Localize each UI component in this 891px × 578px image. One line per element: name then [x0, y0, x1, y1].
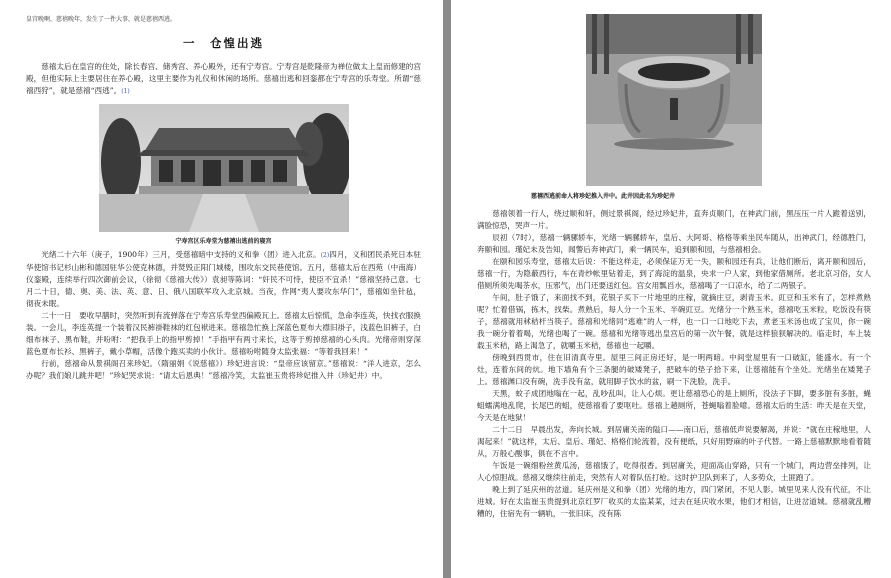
- paragraph: 慈禧太后在皇宫的住处，除长春宫、储秀宫、养心殿外，还有宁寿宫。宁寿宫是乾隆帝为禅位做太上皇而修建的宫殿，但他实际上主要居住在养心殿，这里主要作为礼仪和休闲的场所。慈禧出逃和回銮都在宁寿宫的乐寿堂。所谓“慈禧西狩”，就是慈禧“西逃”。(1): [26, 62, 421, 95]
- paragraph: 在颐和园乐寿堂，慈禧太后说：不能这样走，必须保证万无一失，颐和园还有兵，让他们断后，离开颐和园后，慈禧一行，为隐蔽西行，车在青纱帐里钻着走，到了海淀的温泉，央求一户人家，到他家借厕所。老北京习俗，女人借厕所须先喝茶水，压邪气，出门还要送红包。宫女用瓢舀水，慈禧喝了一口凉水，给了二两银子。: [477, 257, 871, 290]
- left-page: [0, 0, 443, 578]
- paragraph: 二十二日 早晨出发，奔向长城。到居庸关南的隘口——南口后，慈禧低声说要解渴，并说：“就在庄稼地里，人渴起来！”就这样，太后、皇后、瑾妃、格格们轮流着，没有便纸，只好用野麻的叶子代替。一路上慈禧默默地看着随从，万般心酸事，俱在不言中。: [477, 425, 871, 458]
- well-photo-figure: [477, 14, 871, 186]
- figure-caption: 宁寿宫区乐寿堂为慈禧出逃前的寝宫: [175, 238, 272, 245]
- palace-photo: [99, 104, 349, 232]
- chapter-title: 一 仓惶出逃: [183, 36, 264, 50]
- paragraph: 傍晚到西贯市，住在旧清真寺里。屋里三间正房还好，是一明两暗。中间堂屋里有一口破缸，能盛水。有一个灶，连着东间的炕。地下墙角有个三条腿的破矮凳子，把破车的垫子拾下来，让慈禧能有个坐处。光绪坐在矮凳子上。慈禧渊口没有碗，洗手没有盆，就用脚子饮水的盆，刷一下洗脸，洗手。: [477, 353, 871, 386]
- page-header: 皇宫晚啊，慈禧晚年，发生了一件大事，就是慈禧西逃。: [26, 16, 177, 23]
- paragraph: 天黑，蚊子成团地嗡在一起，乱吵乱叫，让人心烦。更让慈禧恐心的是上厕所，没法子下脚，要多脏有多脏，蝇蛆蠕满地乱爬，长尾巴的蛆，使慈禧看了要呕吐。慈禧上趟厕所，苍蝇嗡着脸噫。慈禧太后的生活：昨天是在天堂，今天是在地狱！: [477, 389, 871, 422]
- paragraph: 晚上到了延庆州的岔道。延庆州是义和拳（团）光绪的地方，四门紧闭，不见人影。城里见来人没有代征，不让进城。好在太监崔玉贵提到北京红罗厂收买的太监某某，过去在延庆收水果，他们才相信，让进岔道城。慈禧就乱糟糟的，住宿先有一辆轨，一张旧床，没有陈: [477, 485, 871, 518]
- paragraph: 光绪二十六年（庚子，1900年）三月，受慈禧暗中支持的义和拳（团）进入北京。(2)四月，义和团民杀死日本驻华使馆书记杉山彬和德国驻华公使克林德，并焚毁正阳门城楼，围攻东交民巷使馆。五月，慈禧太后在西苑（中南海）仪銮殿，连续举行四次御前会议，（徐彻《慈禧大传》）袁昶等陈词：“奸民不可恃，使臣不宜杀！”慈禧坚持己意。七月二十日，德、奥、美、法、英、意、日、俄八国联军攻入北京城。当夜，作网“夷人要攻东华门”，慈禧如坐针毡，彻夜未眠。: [26, 250, 421, 308]
- figure-caption: 慈禧西逃前命人将珍妃推入井中。此井因此名为珍妃井: [531, 193, 676, 200]
- footnote-ref[interactable]: (1): [121, 88, 130, 95]
- paragraph: 午间，肚子饿了，来面找不到，花银子买下一片地里的庄稼，就摘庄豆，剥青玉米。豇豆和玉米有了，怎样煮熟呢？忙着借锅，拣木，找柴。煮熟后，每人分一个玉米、半碗豇豆。光绪分一个熟玉米，慈禧吃玉米粒，吃饭没有筷子，慈禧就用秫秸杆当筷子。慈禧和光绪同“逃难”的人一样，也一口一口地吃下去，煮老玉米汤也成了宝贝，你一碗我一碗分着着喝，光绪也喝了一碗。慈禧和光绪等逃出皇宫后的第一次午餐，就是这样狼狈解决的。临走时，车上装载玉米秸，路上渴急了，就嚼玉米秸，慈禧也一起嚼。: [477, 293, 871, 350]
- right-page: [451, 0, 891, 578]
- paragraph: 行前，慈禧命从景祺阁召来珍妃。（隋丽娟《说慈禧》）珍妃进言说：“皇帝应该留京。”慈禧说：“洋人进京，怎么办呢？我们娘儿跳井吧！”珍妃哭求说：“请太后恩典！”慈禧冷笑，太监崔玉贵将珍妃推入井（珍妃井）中。: [26, 359, 421, 380]
- paragraph: 辰初（7时），慈禧一辆骡轿车，光绪一辆骡轿车，皇后、大阿哥、格格等乘坐民车随从，出神武门，经德胜门，奔颐和园。瑾妃未及告知，闻警后奔神武门，乘一辆民车，追到颐和园，与慈禧相会。: [477, 233, 871, 254]
- palace-photo-figure: [26, 104, 421, 245]
- paragraph: 慈禧领着一行人，绕过顺和轩，侧过景祺阁，经过珍妃井，直奔贞顺门，在神武门前，黑压压一片人跪着送别，满脸惊恐，哭声一片。: [477, 209, 871, 230]
- well-photo: [586, 14, 762, 186]
- footnote-ref[interactable]: (2): [320, 252, 330, 259]
- paragraph: 二十一日 要收早膳时，突然听到有流弹落在宁寿宫乐寿堂西偏殿瓦上。慈禧太后惊慌，急命李连英，快找衣服换装。一会儿，李连英提一个装着汉民裤褂鞋袜的红包袱进来。慈禧急忙换上深蓝色夏布大襟旧褂子，浅蓝色旧裤子，白细布袜子、黑布鞋，并吩咐：“把我手上的指甲剪掉！”手指甲有两寸来长，这等于剪掉慈禧的心头肉。光绪帝则穿深蓝色夏布长衫、黑裤子，戴小草帽，活像个跑买卖的小伙计。慈禧吩咐随身太监张福：“等着我回来！”: [26, 311, 421, 356]
- paragraph: 午饭是一碗细粉丝黄瓜汤，慈禧饿了，吃得很香。到居庸关，迎面高山穿路，只有一个城门，两边营垒排列，让人心惊胆战。慈禧又继续往前走，突然有人对着队伍打枪。这时护卫队到来了，人多势众，土匪跑了。: [477, 461, 871, 482]
